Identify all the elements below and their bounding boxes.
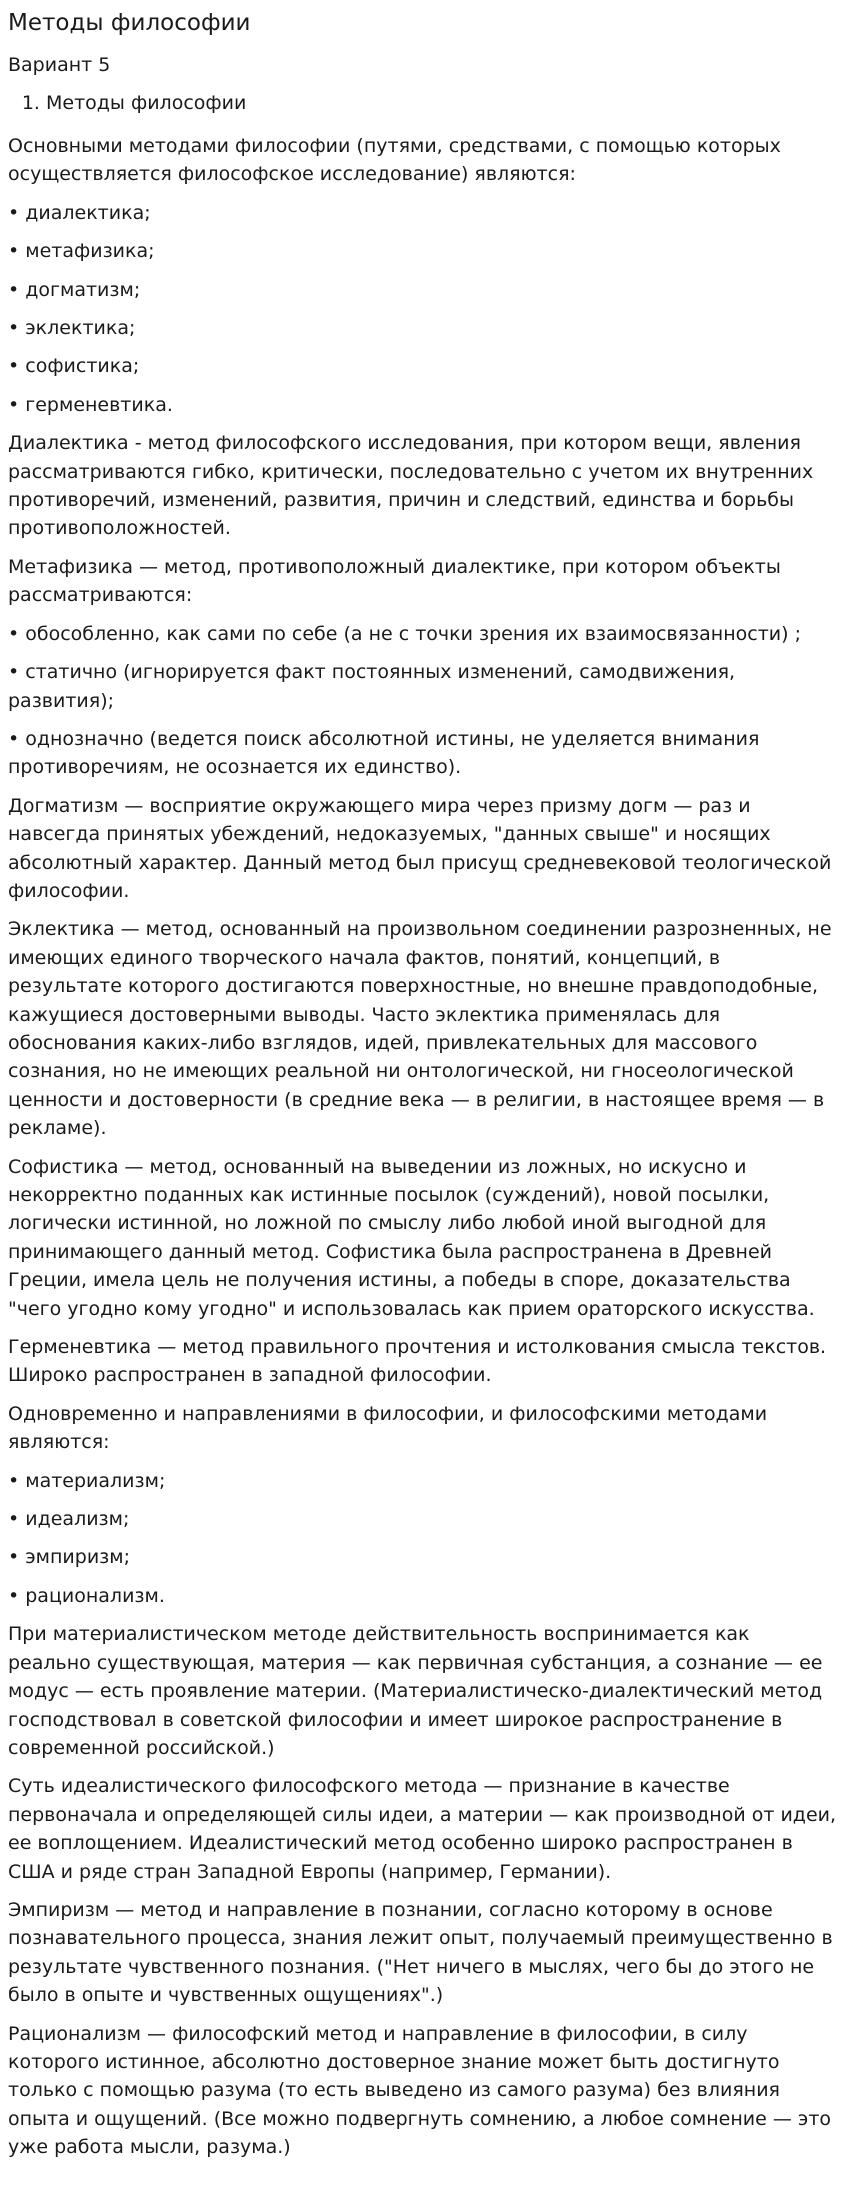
page-title: Методы философии — [8, 10, 251, 36]
paragraph: При материалистическом методе действительность воспринимается как реально существующая, материя — как первичная субстанция, а сознание — ее модус — есть проявление материи. (Материалистическо-диалектический метод господствовал в советской философии и имеет широкое распространение в современной российской.) — [8, 1623, 823, 1759]
bullet-item: • однозначно (ведется поиск абсолютной истины, не уделяется внимания противоречиям, не осознается их единство). — [8, 727, 760, 779]
paragraph: Рационализм — философский метод и направление в философии, в силу которого истинное, абсолютно достоверное знание может быть достигнуто только с помощью разума (то есть выведено из самого разума) без влияния опыта и ощущений. (Все можно подвергнуть сомнению, а любое сомнение — это уже работа мысли, разума.) — [8, 2022, 832, 2159]
paragraph: Метафизика — метод, противоположный диалектике, при котором объекты рассматриваются: — [8, 555, 781, 607]
bullet-item: • эклектика; — [8, 317, 136, 340]
bullet-item: • рационализм. — [8, 1584, 165, 1607]
paragraph: Догматизм — восприятие окружающего мира через призму догм — раз и навсегда принятых убеждений, недоказуемых, "данных свыше" и носящих абсолютный характер. Данный метод был присущ средневековой теологической философии. — [8, 794, 832, 902]
variant-label: Вариант 5 — [8, 54, 111, 76]
bullet-item: • диалектика; — [8, 201, 151, 224]
paragraph: Софистика — метод, основанный на выведении из ложных, но искусно и некорректно поданных как истинные посылок (суждений), новой посылки, логически истинной, но ложной по смыслу либо любой иной выгодной для принимающего данный метод. Софистика была распространена в Древней Греции, имела цель не получения истины, а победы в споре, доказательства "чего угодно кому угодно" и использовалась как прием ораторского искусства. — [8, 1155, 815, 1320]
list-item: 1. Методы философии — [46, 90, 837, 116]
bullet-item: • идеализм; — [8, 1508, 130, 1531]
bullet-item: • софистика; — [8, 355, 140, 378]
paragraph: Диалектика - метод философского исследования, при котором вещи, явления рассматриваются гибко, критически, последовательно с учетом их внутренних противоречий, изменений, развития, причин и следствий, единства и борьбы противоположностей. — [8, 432, 814, 540]
bullet-item: • догматизм; — [8, 278, 141, 301]
paragraph: Эмпиризм — метод и направление в познании, согласно которому в основе познавательного процесса, знания лежит опыт, получаемый преимущественно в результате чувственного познания. ("Нет ничего в мыслях, чего бы до этого не было в опыте и чувственных ощущениях".) — [8, 1898, 833, 2007]
paragraph: Эклектика — метод, основанный на произвольном соединении разрозненных, не имеющих единого творческого начала фактов, понятий, концепций, в результате которого достигаются поверхностные, но внешне правдоподобные, кажущиеся достоверными выводы. Часто эклектика применялась для обоснования каких-либо взглядов, идей, привлекательных для массового сознания, но не имеющих реальной ни онтологической, ни гносеологической ценности и достоверности (в средние века — в религии, в настоящее время — в рекламе). — [8, 918, 832, 1140]
paragraph: Суть идеалистического философского метода — признание в качестве первоначала и определяющей силы идеи, а материи — как производной от идеи, ее воплощением. Идеалистический метод особенно широко распространен в США и ряде стран Западной Европы (например, Германии). — [8, 1775, 837, 1883]
bullet-item: • обособленно, как сами по себе (а не с точки зрения их взаимосвязанности) ; — [8, 622, 801, 645]
bullet-item: • метафизика; — [8, 240, 155, 263]
bullet-item: • статично (игнорируется факт постоянных изменений, самодвижения, развития); — [8, 661, 736, 712]
bullet-item: • эмпиризм; — [8, 1546, 131, 1569]
paragraph: Одновременно и направлениями в философии, и философскими методами являются: — [8, 1402, 768, 1454]
numbered-list — [8, 90, 837, 116]
document-body — [8, 132, 837, 2162]
paragraph: Основными методами философии (путями, средствами, с помощью которых осуществляется философское исследование) являются: — [8, 135, 781, 186]
bullet-item: • материализм; — [8, 1469, 166, 1492]
paragraph: Герменевтика — метод правильного прочтения и истолкования смысла текстов. Широко распространен в западной философии. — [8, 1336, 827, 1387]
bullet-item: • герменевтика. — [8, 393, 173, 416]
